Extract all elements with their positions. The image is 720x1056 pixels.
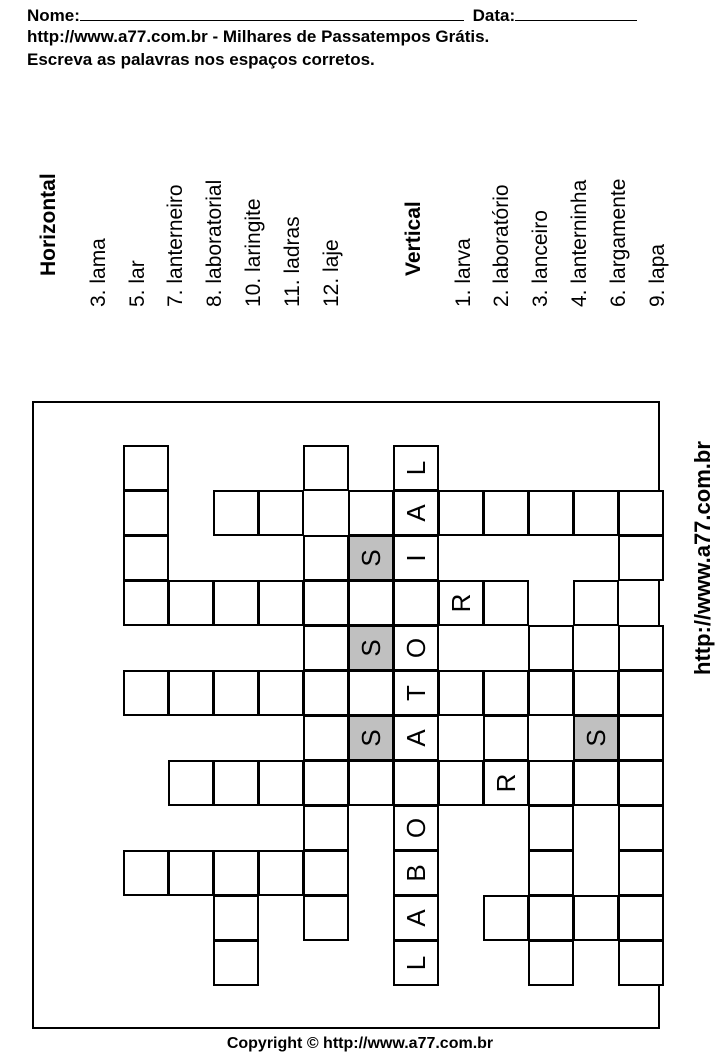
crossword-cell[interactable] (618, 625, 664, 671)
vertical-clue: 6. largamente (607, 178, 630, 307)
crossword-cell[interactable] (618, 805, 664, 851)
crossword-cell[interactable] (303, 445, 349, 491)
crossword-cell[interactable] (528, 625, 574, 671)
crossword-cell[interactable] (528, 805, 574, 851)
date-label: Data: (472, 6, 516, 25)
crossword-cell[interactable] (618, 850, 664, 896)
vertical-clue: 2. laboratório (490, 184, 513, 307)
crossword-cell[interactable] (438, 580, 484, 626)
cell-letter: B (400, 864, 431, 882)
crossword-cell[interactable] (528, 490, 574, 536)
crossword-cell[interactable] (438, 670, 484, 716)
crossword-cell[interactable] (213, 670, 259, 716)
crossword-cell[interactable] (528, 895, 574, 941)
crossword-cell[interactable] (573, 670, 619, 716)
crossword-cell[interactable] (618, 490, 664, 536)
crossword-cell[interactable] (393, 715, 439, 761)
crossword-cell[interactable] (168, 760, 214, 806)
horizontal-clue: 3. lama (87, 238, 110, 307)
crossword-cell[interactable] (123, 490, 169, 536)
horizontal-clue: 7. lanterneiro (164, 184, 187, 307)
name-date-line (27, 4, 637, 26)
crossword-cell[interactable] (258, 670, 304, 716)
crossword-cell[interactable] (303, 535, 349, 581)
vertical-clue: 9. lapa (646, 243, 669, 307)
shaded-cell (573, 715, 619, 761)
cell-letter: O (400, 637, 431, 659)
crossword-cell[interactable] (123, 445, 169, 491)
crossword-cell[interactable] (483, 895, 529, 941)
crossword-cell[interactable] (618, 670, 664, 716)
horizontal-clue: 12. laje (320, 239, 343, 307)
crossword-cell[interactable] (573, 760, 619, 806)
horizontal-clue: 5. lar (126, 260, 149, 307)
crossword-cell[interactable] (483, 760, 529, 806)
crossword-cell[interactable] (123, 850, 169, 896)
crossword-cell[interactable] (393, 445, 439, 491)
cell-letter: S (355, 639, 386, 657)
cell-letter: L (400, 955, 431, 971)
crossword-cell[interactable] (303, 625, 349, 671)
name-label: Nome: (27, 6, 80, 25)
crossword-cell[interactable] (303, 850, 349, 896)
crossword-cell[interactable] (573, 580, 619, 626)
crossword-cell[interactable] (168, 580, 214, 626)
crossword-cell[interactable] (393, 670, 439, 716)
cell-letter: R (490, 773, 521, 793)
crossword-cell[interactable] (438, 760, 484, 806)
cell-letter: R (445, 593, 476, 613)
crossword-cell[interactable] (303, 895, 349, 941)
crossword-cell[interactable] (303, 670, 349, 716)
vertical-clue: 3. lanceiro (529, 210, 552, 307)
date-blank[interactable] (515, 4, 637, 21)
crossword-cell[interactable] (528, 760, 574, 806)
crossword-cell[interactable] (168, 850, 214, 896)
cell-letter: I (400, 554, 431, 562)
crossword-cell[interactable] (213, 580, 259, 626)
vertical-title: Vertical (402, 201, 425, 276)
name-blank[interactable] (80, 4, 464, 21)
shaded-cell (348, 715, 394, 761)
cell-letter: A (400, 909, 431, 927)
crossword-cell[interactable] (348, 760, 394, 806)
crossword-cell[interactable] (348, 670, 394, 716)
crossword-cell[interactable] (393, 535, 439, 581)
crossword-cell[interactable] (213, 850, 259, 896)
cell-letter: A (400, 504, 431, 522)
crossword-cell[interactable] (213, 940, 259, 986)
crossword-cell[interactable] (303, 580, 349, 626)
crossword-cell[interactable] (438, 490, 484, 536)
crossword-cell[interactable] (618, 895, 664, 941)
horizontal-clue: 8. laboratorial (203, 179, 226, 307)
crossword-cell[interactable] (393, 625, 439, 671)
crossword-cell[interactable] (258, 760, 304, 806)
crossword-cell[interactable] (213, 490, 259, 536)
crossword-cell[interactable] (573, 490, 619, 536)
crossword-cell[interactable] (483, 670, 529, 716)
crossword-cell[interactable] (303, 760, 349, 806)
crossword-cell[interactable] (483, 715, 529, 761)
copyright: Copyright © http://www.a77.com.br (226, 1035, 494, 1052)
cell-letter: S (580, 729, 611, 747)
cell-letter: S (355, 729, 386, 747)
crossword-cell[interactable] (393, 805, 439, 851)
crossword-cell[interactable] (483, 490, 529, 536)
crossword-cell[interactable] (393, 490, 439, 536)
crossword-cell[interactable] (258, 850, 304, 896)
crossword-cell[interactable] (393, 940, 439, 986)
cell-letter: T (400, 685, 431, 701)
crossword-cell[interactable] (618, 715, 664, 761)
crossword-cell[interactable] (618, 535, 664, 581)
crossword-cell[interactable] (618, 760, 664, 806)
crossword-cell[interactable] (393, 895, 439, 941)
shaded-cell (348, 625, 394, 671)
cell-letter: A (400, 729, 431, 747)
vertical-clue: 1. larva (452, 238, 475, 307)
horizontal-clue: 10. laringite (242, 198, 265, 307)
crossword-cell[interactable] (393, 580, 439, 626)
shaded-cell (348, 535, 394, 581)
instruction-line: Escreva as palavras nos espaços corretos. (27, 50, 375, 69)
crossword-cell[interactable] (303, 805, 349, 851)
crossword-cell[interactable] (168, 670, 214, 716)
crossword-cell[interactable] (123, 580, 169, 626)
crossword-cell[interactable] (213, 895, 259, 941)
crossword-cell[interactable] (348, 580, 394, 626)
crossword-cell[interactable] (528, 670, 574, 716)
crossword-cell[interactable] (573, 895, 619, 941)
crossword-cell[interactable] (123, 535, 169, 581)
site-line: http://www.a77.com.br - Milhares de Passatempos Grátis. (27, 27, 490, 46)
crossword-cell[interactable] (528, 940, 574, 986)
side-url: http://www.a77.com.br (690, 441, 715, 675)
cell-letter: S (355, 549, 386, 567)
crossword-cell[interactable] (348, 490, 394, 536)
vertical-clue: 4. lanterninha (568, 179, 591, 307)
crossword-cell[interactable] (303, 715, 349, 761)
crossword-cell[interactable] (618, 940, 664, 986)
crossword-cell[interactable] (528, 850, 574, 896)
crossword-cell[interactable] (393, 760, 439, 806)
cell-letter: L (400, 460, 431, 476)
cell-letter: O (400, 817, 431, 839)
horizontal-clue: 11. ladras (281, 216, 304, 307)
crossword-cell[interactable] (258, 580, 304, 626)
crossword-cell[interactable] (393, 850, 439, 896)
crossword-cell[interactable] (258, 490, 304, 536)
crossword-cell[interactable] (123, 670, 169, 716)
horizontal-title: Horizontal (37, 173, 60, 276)
crossword-cell[interactable] (483, 580, 529, 626)
crossword-cell[interactable] (213, 760, 259, 806)
